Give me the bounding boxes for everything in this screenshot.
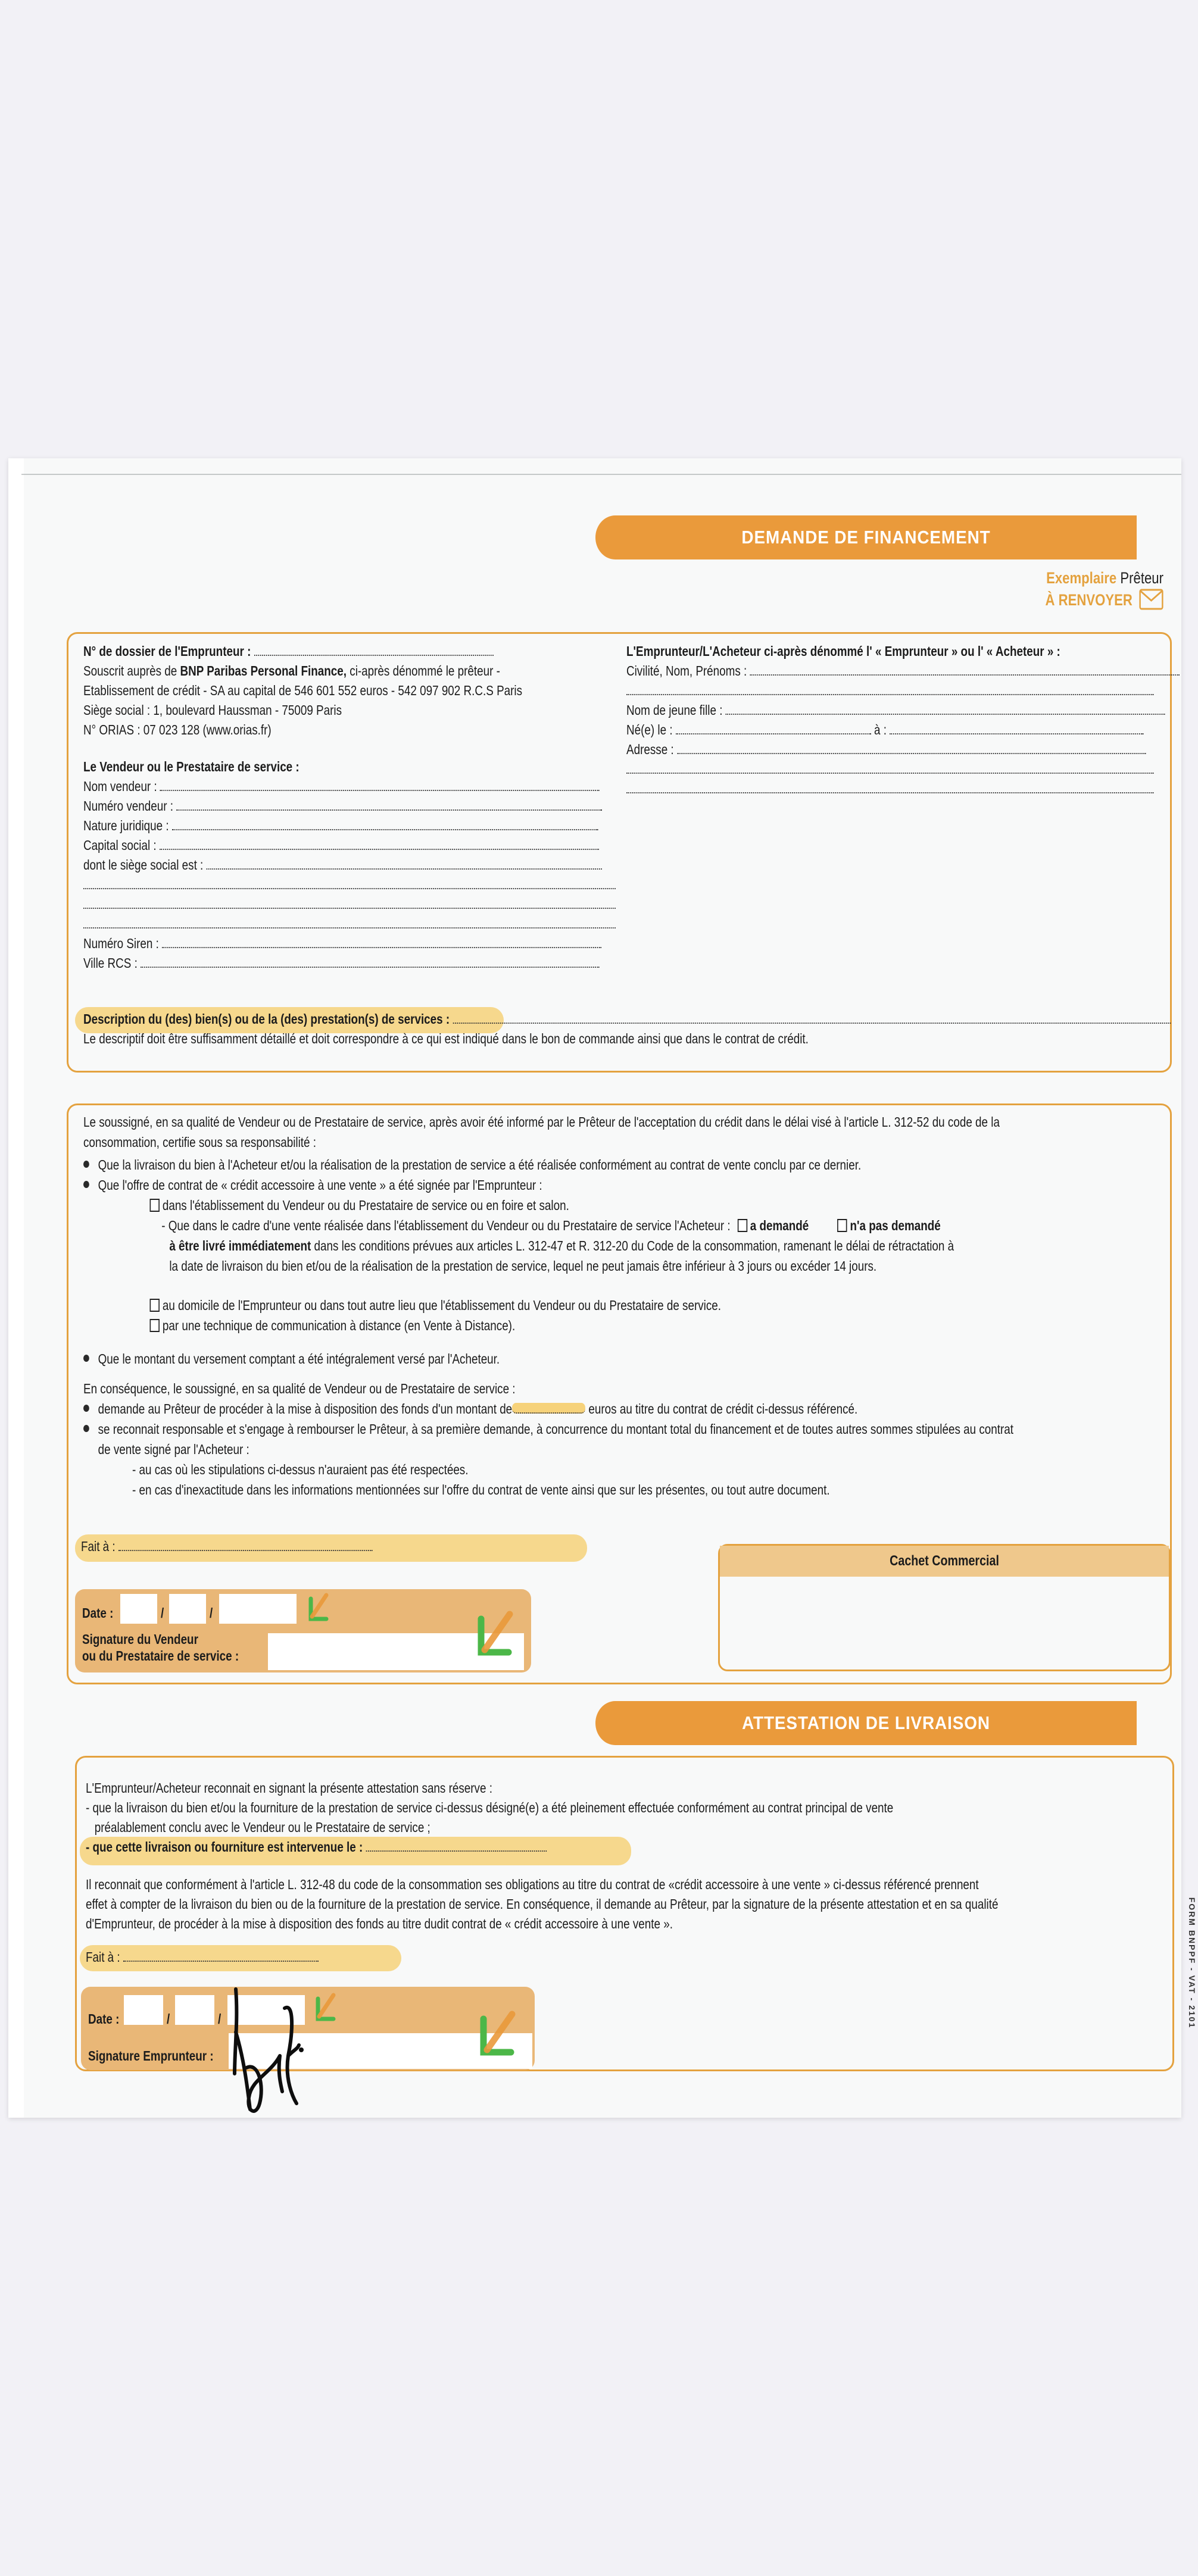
stamp-title: Cachet Commercial	[890, 1553, 999, 1569]
birth-date-field[interactable]	[676, 724, 871, 734]
delivery-text	[86, 1778, 1180, 1934]
borrower-date-label: Date :	[88, 2011, 120, 2027]
option-not-requested-label: n'a pas demandé	[850, 1218, 941, 1233]
bullet-icon	[83, 1425, 89, 1432]
form-reference-text: FORM BNPPF - VAT - 2101	[1187, 1897, 1197, 2029]
vendor-title: Le Vendeur ou le Prestataire de service :	[83, 759, 300, 774]
description-label: Description du (des) bien(s) ou de la (des) prestation(s) de services :	[83, 1011, 450, 1027]
immediate-delivery-prefix: - Que dans le cadre d'une vente réalisée dans l'établissement du Vendeur ou du Prestataire de service l'Acheteur :	[161, 1218, 731, 1233]
checkbox-not-requested[interactable]	[837, 1219, 847, 1232]
delivery-date-label: - que cette livraison ou fourniture est intervenue le :	[86, 1839, 363, 1855]
description-field[interactable]	[453, 1013, 1170, 1024]
return-label: À RENVOYER	[1045, 591, 1133, 609]
lender-name: BNP Paribas Personal Finance,	[180, 663, 347, 679]
head-office-field-line4[interactable]	[83, 918, 616, 929]
rcs-city-field[interactable]	[141, 957, 600, 968]
vendor-made-at	[81, 1537, 372, 1556]
vendor-signature-label-1: Signature du Vendeur	[82, 1631, 198, 1647]
delivery-paragraph-1: Il reconnait que conformément à l'article L. 312-48 du code de la consommation ses obligations au titre du contrat de «crédit accessoire à une vente » ci-dessus référencé prennent	[86, 1877, 979, 1892]
immediate-delivery-text: dans les conditions prévues aux articles L. 312-47 et R. 312-20 du Code de la consommation, ramenant le délai de rétractation à	[314, 1238, 954, 1253]
certification-intro-line2: consommation, certifie sous sa responsabilité :	[83, 1134, 317, 1150]
subscribed-suffix: ci-après dénommé le prêteur -	[350, 663, 500, 679]
fund-request-prefix: demande au Prêteur de procéder à la mise à disposition des fonds d'un montant de	[98, 1401, 513, 1417]
borrower-date-month[interactable]	[175, 1995, 214, 2025]
scanned-document-page	[8, 458, 1197, 2118]
siren-label: Numéro Siren :	[83, 936, 159, 951]
vendor-date-month[interactable]	[169, 1594, 206, 1624]
made-at-label: Fait à :	[81, 1539, 116, 1554]
borrower-title: L'Emprunteur/L'Acheteur ci-après dénommé l' « Emprunteur » ou l' « Acheteur » :	[626, 643, 1060, 659]
checkbox-establishment[interactable]	[150, 1199, 160, 1212]
banner-title: DEMANDE DE FINANCEMENT	[741, 527, 991, 548]
borrower-name-field-line2[interactable]	[626, 684, 1154, 695]
certification-bullet-offer-signed: Que l'offre de contrat de « crédit accessoire à une vente » a été signée par l'Emprunteur :	[98, 1177, 542, 1193]
share-capital-label: Capital social :	[83, 837, 157, 853]
borrower-signature-label: Signature Emprunteur :	[88, 2048, 214, 2064]
delivery-certificate-banner	[595, 1701, 1137, 1745]
date-separator: /	[210, 1605, 213, 1621]
vendor-date-year[interactable]	[219, 1594, 297, 1624]
copy-label-prefix: Exemplaire	[1046, 569, 1117, 587]
financing-request-banner	[595, 515, 1137, 559]
lender-head-office: Siège social : 1, boulevard Haussman - 75009 Paris	[83, 702, 342, 718]
birth-date-label: Né(e) le :	[626, 722, 673, 737]
bullet-icon	[83, 1405, 89, 1412]
scan-top-line	[21, 474, 1181, 475]
liability-case-1: - au cas où les stipulations ci-dessus n'auraient pas été respectées.	[132, 1462, 469, 1477]
immediate-delivery-bold: à être livré immédiatement	[169, 1238, 311, 1253]
page-edge	[8, 458, 24, 2118]
option-requested-label: a demandé	[750, 1218, 809, 1233]
borrower-block	[626, 642, 1163, 799]
delivery-date-field[interactable]	[366, 1841, 547, 1852]
description-block	[83, 1009, 1158, 1049]
bullet-icon	[83, 1161, 89, 1168]
address-label: Adresse :	[626, 742, 674, 757]
delivery-banner-title: ATTESTATION DE LIVRAISON	[742, 1712, 990, 1733]
description-note: Le descriptif doit être suffisamment détaillé et doit correspondre à ce qui est indiqué dans le bon de commande ainsi que dans le contrat de crédit.	[83, 1031, 809, 1046]
made-at-field[interactable]	[118, 1540, 372, 1551]
liability-text-line2: de vente signé par l'Acheteur :	[98, 1442, 249, 1457]
option-establishment-label: dans l'établissement du Vendeur ou du Prestataire de service ou en foire et salon.	[162, 1198, 569, 1213]
bullet-icon	[83, 1355, 89, 1362]
option-home-label: au domicile de l'Emprunteur ou dans tout autre lieu que l'établissement du Vendeur ou du Prestataire de service.	[162, 1298, 722, 1313]
envelope-icon	[1139, 589, 1163, 615]
vendor-name-label: Nom vendeur :	[83, 779, 157, 794]
check-mark-icon	[474, 1611, 516, 1658]
vendor-date-label: Date :	[82, 1605, 114, 1621]
check-mark-icon	[306, 1593, 330, 1622]
liability-case-2: - en cas d'inexactitude dans les informations mentionnées sur l'offre du contrat de vente ainsi que sur les présentes, ou tout autre document.	[132, 1482, 830, 1498]
form-reference	[1174, 1875, 1198, 2053]
vendor-number-label: Numéro vendeur :	[83, 798, 173, 814]
certification-bullet-down-payment: Que le montant du versement comptant a été intégralement versé par l'Acheteur.	[98, 1351, 500, 1367]
legal-nature-field[interactable]	[172, 820, 598, 830]
vendor-date-day[interactable]	[120, 1594, 157, 1624]
dossier-label: N° de dossier de l'Emprunteur :	[83, 643, 251, 659]
vendor-signature-panel	[75, 1589, 531, 1672]
head-office-field-line2[interactable]	[83, 879, 616, 889]
borrower-date-day[interactable]	[124, 1995, 163, 2025]
delivery-paragraph-3: d'Emprunteur, de procéder à la mise à disposition des fonds au titre dudit contrat de « crédit accessoire à une vente ».	[86, 1916, 673, 1931]
vendor-name-field[interactable]	[160, 780, 600, 791]
checkbox-requested[interactable]	[737, 1219, 747, 1232]
address-field[interactable]	[677, 743, 1146, 754]
head-office-label: dont le siège social est :	[83, 857, 204, 873]
date-separator: /	[218, 2011, 221, 2027]
legal-nature-label: Nature juridique :	[83, 818, 169, 833]
vendor-signature-label-2: ou du Prestataire de service :	[82, 1648, 239, 1664]
certification-intro-line1: Le soussigné, en sa qualité de Vendeur ou de Prestataire de service, après avoir été informé par le Prêteur de l'acceptation du crédit dans le délai visé à l'article L. 312-52 du code de la	[83, 1114, 1000, 1130]
vendor-number-field[interactable]	[176, 800, 602, 811]
handwritten-signature	[223, 1984, 342, 2115]
subscribed-prefix: Souscrit auprès de	[83, 663, 177, 679]
amount-field[interactable]	[512, 1403, 585, 1414]
siren-field[interactable]	[162, 937, 601, 948]
checkbox-distance[interactable]	[150, 1319, 160, 1332]
delivery-made-at	[86, 1947, 319, 1967]
delivery-line-1: - que la livraison du bien et/ou la fourniture de la prestation de service ci-dessus désigné(e) a été pleinement effectuée conformément au contrat principal de vente	[86, 1800, 894, 1815]
rcs-city-label: Ville RCS :	[83, 955, 138, 971]
certification-text	[83, 1112, 1167, 1500]
delivery-made-at-label: Fait à :	[86, 1949, 120, 1965]
head-office-field-line3[interactable]	[83, 898, 616, 909]
immediate-delivery-text-line3: la date de livraison du bien et/ou de la réalisation de la prestation de service, lequel ne peut jamais être inférieur à 3 jours ou excéder 14 jours.	[169, 1258, 877, 1274]
maiden-name-label: Nom de jeune fille :	[626, 702, 723, 718]
delivery-intro: L'Emprunteur/Acheteur reconnait en signant la présente attestation sans réserve :	[86, 1780, 492, 1796]
copy-label-value: Prêteur	[1120, 569, 1163, 587]
checkbox-home[interactable]	[150, 1299, 160, 1312]
birth-place-label: à :	[874, 722, 887, 737]
lender-legal-line: Etablissement de crédit - SA au capital de 546 601 552 euros - 542 097 902 R.C.S Paris	[83, 683, 523, 698]
consequence-text: En conséquence, le soussigné, en sa qualité de Vendeur ou de Prestataire de service :	[83, 1381, 516, 1396]
maiden-name-field[interactable]	[726, 704, 1165, 715]
date-separator: /	[161, 1605, 164, 1621]
check-mark-icon	[476, 2011, 518, 2058]
address-field-line3[interactable]	[626, 783, 1154, 793]
delivery-paragraph-2: effet à compter de la livraison du bien ou de la fourniture de la prestation de service. En conséquence, il demande au Prêteur, par la signature de la présente attestation et en sa qualité	[86, 1896, 999, 1912]
liability-text: se reconnait responsable et s'engage à rembourser le Prêteur, à sa première demande, à concurrence du montant total du financement et de toutes autres sommes stipulées au contrat	[98, 1421, 1013, 1437]
delivery-made-at-field[interactable]	[123, 1951, 319, 1962]
certification-bullet-delivery: Que la livraison du bien à l'Acheteur et/ou la réalisation de la prestation de service a été réalisée conformément au contrat de vente conclu par ce dernier.	[98, 1157, 862, 1173]
share-capital-field[interactable]	[160, 839, 599, 850]
option-distance-label: par une technique de communication à distance (en Vente à Distance).	[162, 1318, 516, 1333]
vendor-block	[83, 757, 620, 973]
address-field-line2[interactable]	[626, 763, 1154, 774]
delivery-line-1b: préalablement conclu avec le Vendeur ou le Prestataire de service ;	[94, 1820, 430, 1835]
dossier-field[interactable]	[254, 645, 494, 656]
head-office-field[interactable]	[207, 859, 602, 870]
birth-place-field[interactable]	[890, 724, 1143, 734]
borrower-name-field[interactable]	[750, 665, 1180, 676]
borrower-name-label: Civilité, Nom, Prénoms :	[626, 663, 747, 679]
date-separator: /	[167, 2011, 170, 2027]
bullet-icon	[83, 1181, 89, 1188]
lender-block	[83, 642, 620, 740]
fund-request-suffix: euros au titre du contrat de crédit ci-dessus référencé.	[588, 1401, 858, 1417]
copy-label	[968, 567, 1163, 615]
commercial-stamp-box[interactable]	[718, 1544, 1171, 1671]
lender-orias: N° ORIAS : 07 023 128 (www.orias.fr)	[83, 722, 272, 737]
